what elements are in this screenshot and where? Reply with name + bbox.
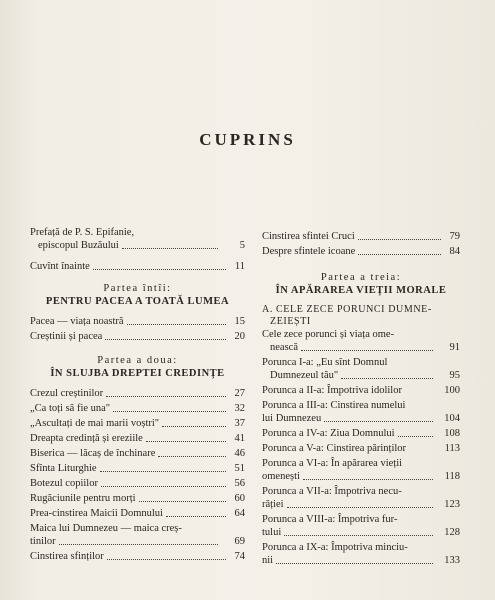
page-number: 20 (234, 331, 245, 342)
toc-entry-line: Maica lui Dumnezeu — maica creș- (30, 523, 182, 534)
toc-entry-line: Porunca a IV-a: Ziua Domnului (262, 428, 395, 439)
toc-entry-line: episcopul Buzăului (38, 240, 119, 251)
toc-entry-text: Cinstirea sfinților (30, 551, 104, 562)
dot-leader (100, 471, 226, 472)
toc-entry-line: Cele zece porunci și viața ome- (262, 329, 395, 340)
page-number: 100 (444, 385, 460, 396)
page-number: 41 (234, 433, 245, 444)
dot-leader (358, 254, 441, 255)
toc-entry (262, 230, 460, 243)
toc-entry-line: Porunca a IX-a: Împotriva minciu- (262, 542, 408, 553)
page-number: 51 (234, 463, 245, 474)
toc-entry-line: Prefață de P. S. Epifanie, (30, 227, 135, 238)
part-label: Partea a treia: (320, 272, 402, 283)
toc-entry (30, 492, 245, 505)
dot-leader (106, 396, 226, 397)
toc-entry-line: tului (262, 527, 282, 538)
page-number: 56 (234, 478, 245, 489)
toc-entry (262, 384, 460, 397)
dot-leader (324, 421, 433, 422)
toc-entry (30, 387, 245, 400)
dot-leader (276, 563, 433, 564)
toc-entry-text: Rugăciunile pentru morți (30, 493, 136, 504)
toc-entry (262, 245, 460, 258)
dot-leader (113, 411, 226, 412)
toc-entry-text: Creștinii și pacea (30, 331, 103, 342)
toc-entry-text: „Ascultați de mai marii voștri" (30, 418, 160, 429)
toc-entry (262, 399, 460, 425)
page-number: 118 (444, 471, 460, 482)
part-title: PENTRU PACEA A TOATĂ LUMEA (45, 296, 230, 307)
dot-leader (284, 535, 433, 536)
toc-entry-line: Porunca a III-a: Cinstirea numelui (262, 400, 406, 411)
toc-entry (262, 356, 460, 382)
page-number: 64 (234, 508, 245, 519)
page-number: 133 (444, 555, 460, 566)
page-number: 15 (234, 316, 245, 327)
page-number: 95 (449, 370, 460, 381)
dot-leader (107, 559, 226, 560)
section-heading: ZEIEȘTI (270, 316, 311, 327)
toc-entry (30, 522, 245, 548)
toc-entry-line: omenești (262, 471, 300, 482)
toc-entry (30, 260, 245, 273)
page-number: 91 (449, 342, 460, 353)
toc-entry (30, 507, 245, 520)
toc-entry-line: lui Dumnezeu (262, 413, 322, 424)
page-number: 84 (449, 246, 460, 257)
toc-entry-line: nii (262, 555, 274, 566)
toc-entry-line: Porunca a II-a: Împotriva idolilor (262, 385, 402, 396)
toc-entry (262, 427, 460, 440)
dot-leader (59, 544, 218, 545)
toc-entry (262, 513, 460, 539)
page-number: 32 (234, 403, 245, 414)
toc-entry-text: Biserica — lăcaș de închinare (30, 448, 156, 459)
toc-entry (262, 485, 460, 511)
page-title: CUPRINS (199, 130, 296, 149)
toc-entry (30, 550, 245, 563)
dot-leader (358, 239, 441, 240)
page-number: 128 (444, 527, 460, 538)
toc-entry (30, 226, 245, 252)
toc-entry-text: Dreapta credință și ereziile (30, 433, 143, 444)
toc-entry-line: Porunca a V-a: Cinstirea părinților (262, 443, 407, 454)
toc-entry (30, 477, 245, 490)
dot-leader (166, 516, 226, 517)
toc-entry-text: Cinstirea sfintei Cruci (262, 231, 355, 242)
toc-left-column (30, 226, 245, 565)
page-number: 123 (444, 499, 460, 510)
dot-leader (287, 507, 433, 508)
toc-entry-line: răției (262, 499, 284, 510)
toc-entry (262, 328, 460, 354)
toc-entry (30, 462, 245, 475)
toc-entry-text: Sfînta Liturghie (30, 463, 97, 474)
toc-entry (30, 417, 245, 430)
dot-leader (162, 426, 226, 427)
dot-leader (139, 501, 226, 502)
dot-leader (93, 269, 226, 270)
section-heading: A. CELE ZECE PORUNCI DUMNE- (262, 304, 432, 315)
dot-leader (303, 479, 433, 480)
toc-entry-line: Porunca a VII-a: Împotriva necu- (262, 486, 402, 497)
toc-entry-line: Dumnezeul tău" (270, 370, 339, 381)
part-title: ÎN APĂRAREA VIEȚII MORALE (275, 285, 447, 296)
dot-leader (341, 378, 433, 379)
toc-entry (262, 457, 460, 483)
toc-entry-text: „Ca toți să fie una" (30, 403, 111, 414)
dot-leader (127, 324, 226, 325)
toc-entry (262, 442, 460, 455)
part-label: Partea întîi: (103, 283, 172, 294)
part-label: Partea a doua: (97, 355, 178, 366)
toc-entry (30, 447, 245, 460)
toc-entry-text: Cuvînt înainte (30, 261, 90, 272)
page-number: 37 (234, 418, 245, 429)
toc-entry-line: tinilor (30, 536, 56, 547)
toc-entry (30, 432, 245, 445)
dot-leader (122, 248, 218, 249)
page-number: 27 (234, 388, 245, 399)
page-number: 113 (444, 443, 460, 454)
toc-entry-text: Prea-cinstirea Maicii Domnului (30, 508, 163, 519)
toc-entry-text: Despre sfintele icoane (262, 246, 356, 257)
dot-leader (101, 486, 226, 487)
page-number: 11 (234, 261, 245, 272)
page-number: 79 (449, 231, 460, 242)
page-number: 108 (444, 428, 460, 439)
page-number: 60 (234, 493, 245, 504)
toc-entry (30, 330, 245, 343)
toc-entry-line: Porunca I-a: „Eu sînt Domnul (262, 357, 388, 368)
dot-leader (398, 436, 433, 437)
toc-entry (262, 541, 460, 567)
dot-leader (301, 350, 433, 351)
part-title: ÎN SLUJBA DREPTEI CREDINȚE (50, 368, 225, 379)
page-number: 5 (239, 240, 245, 251)
toc-entry-text: Pacea — viața noastră (30, 316, 124, 327)
bleed-through-text (170, 0, 470, 215)
toc-entry-text: Crezul creștinilor (30, 388, 104, 399)
page-number: 104 (444, 413, 460, 424)
toc-entry-line: Porunca a VIII-a: Împotriva fur- (262, 514, 398, 525)
toc-entry-line: nească (270, 342, 298, 353)
toc-entry-text: Botezul copiilor (30, 478, 98, 489)
page-number: 46 (234, 448, 245, 459)
toc-right-column (262, 230, 460, 569)
page-number: 74 (234, 551, 245, 562)
toc-entry (30, 402, 245, 415)
dot-leader (158, 456, 226, 457)
dot-leader (146, 441, 226, 442)
toc-entry (30, 315, 245, 328)
page-number: 69 (234, 536, 245, 547)
dot-leader (105, 339, 226, 340)
toc-entry-line: Porunca a VI-a: În apărarea vieții (262, 458, 403, 469)
